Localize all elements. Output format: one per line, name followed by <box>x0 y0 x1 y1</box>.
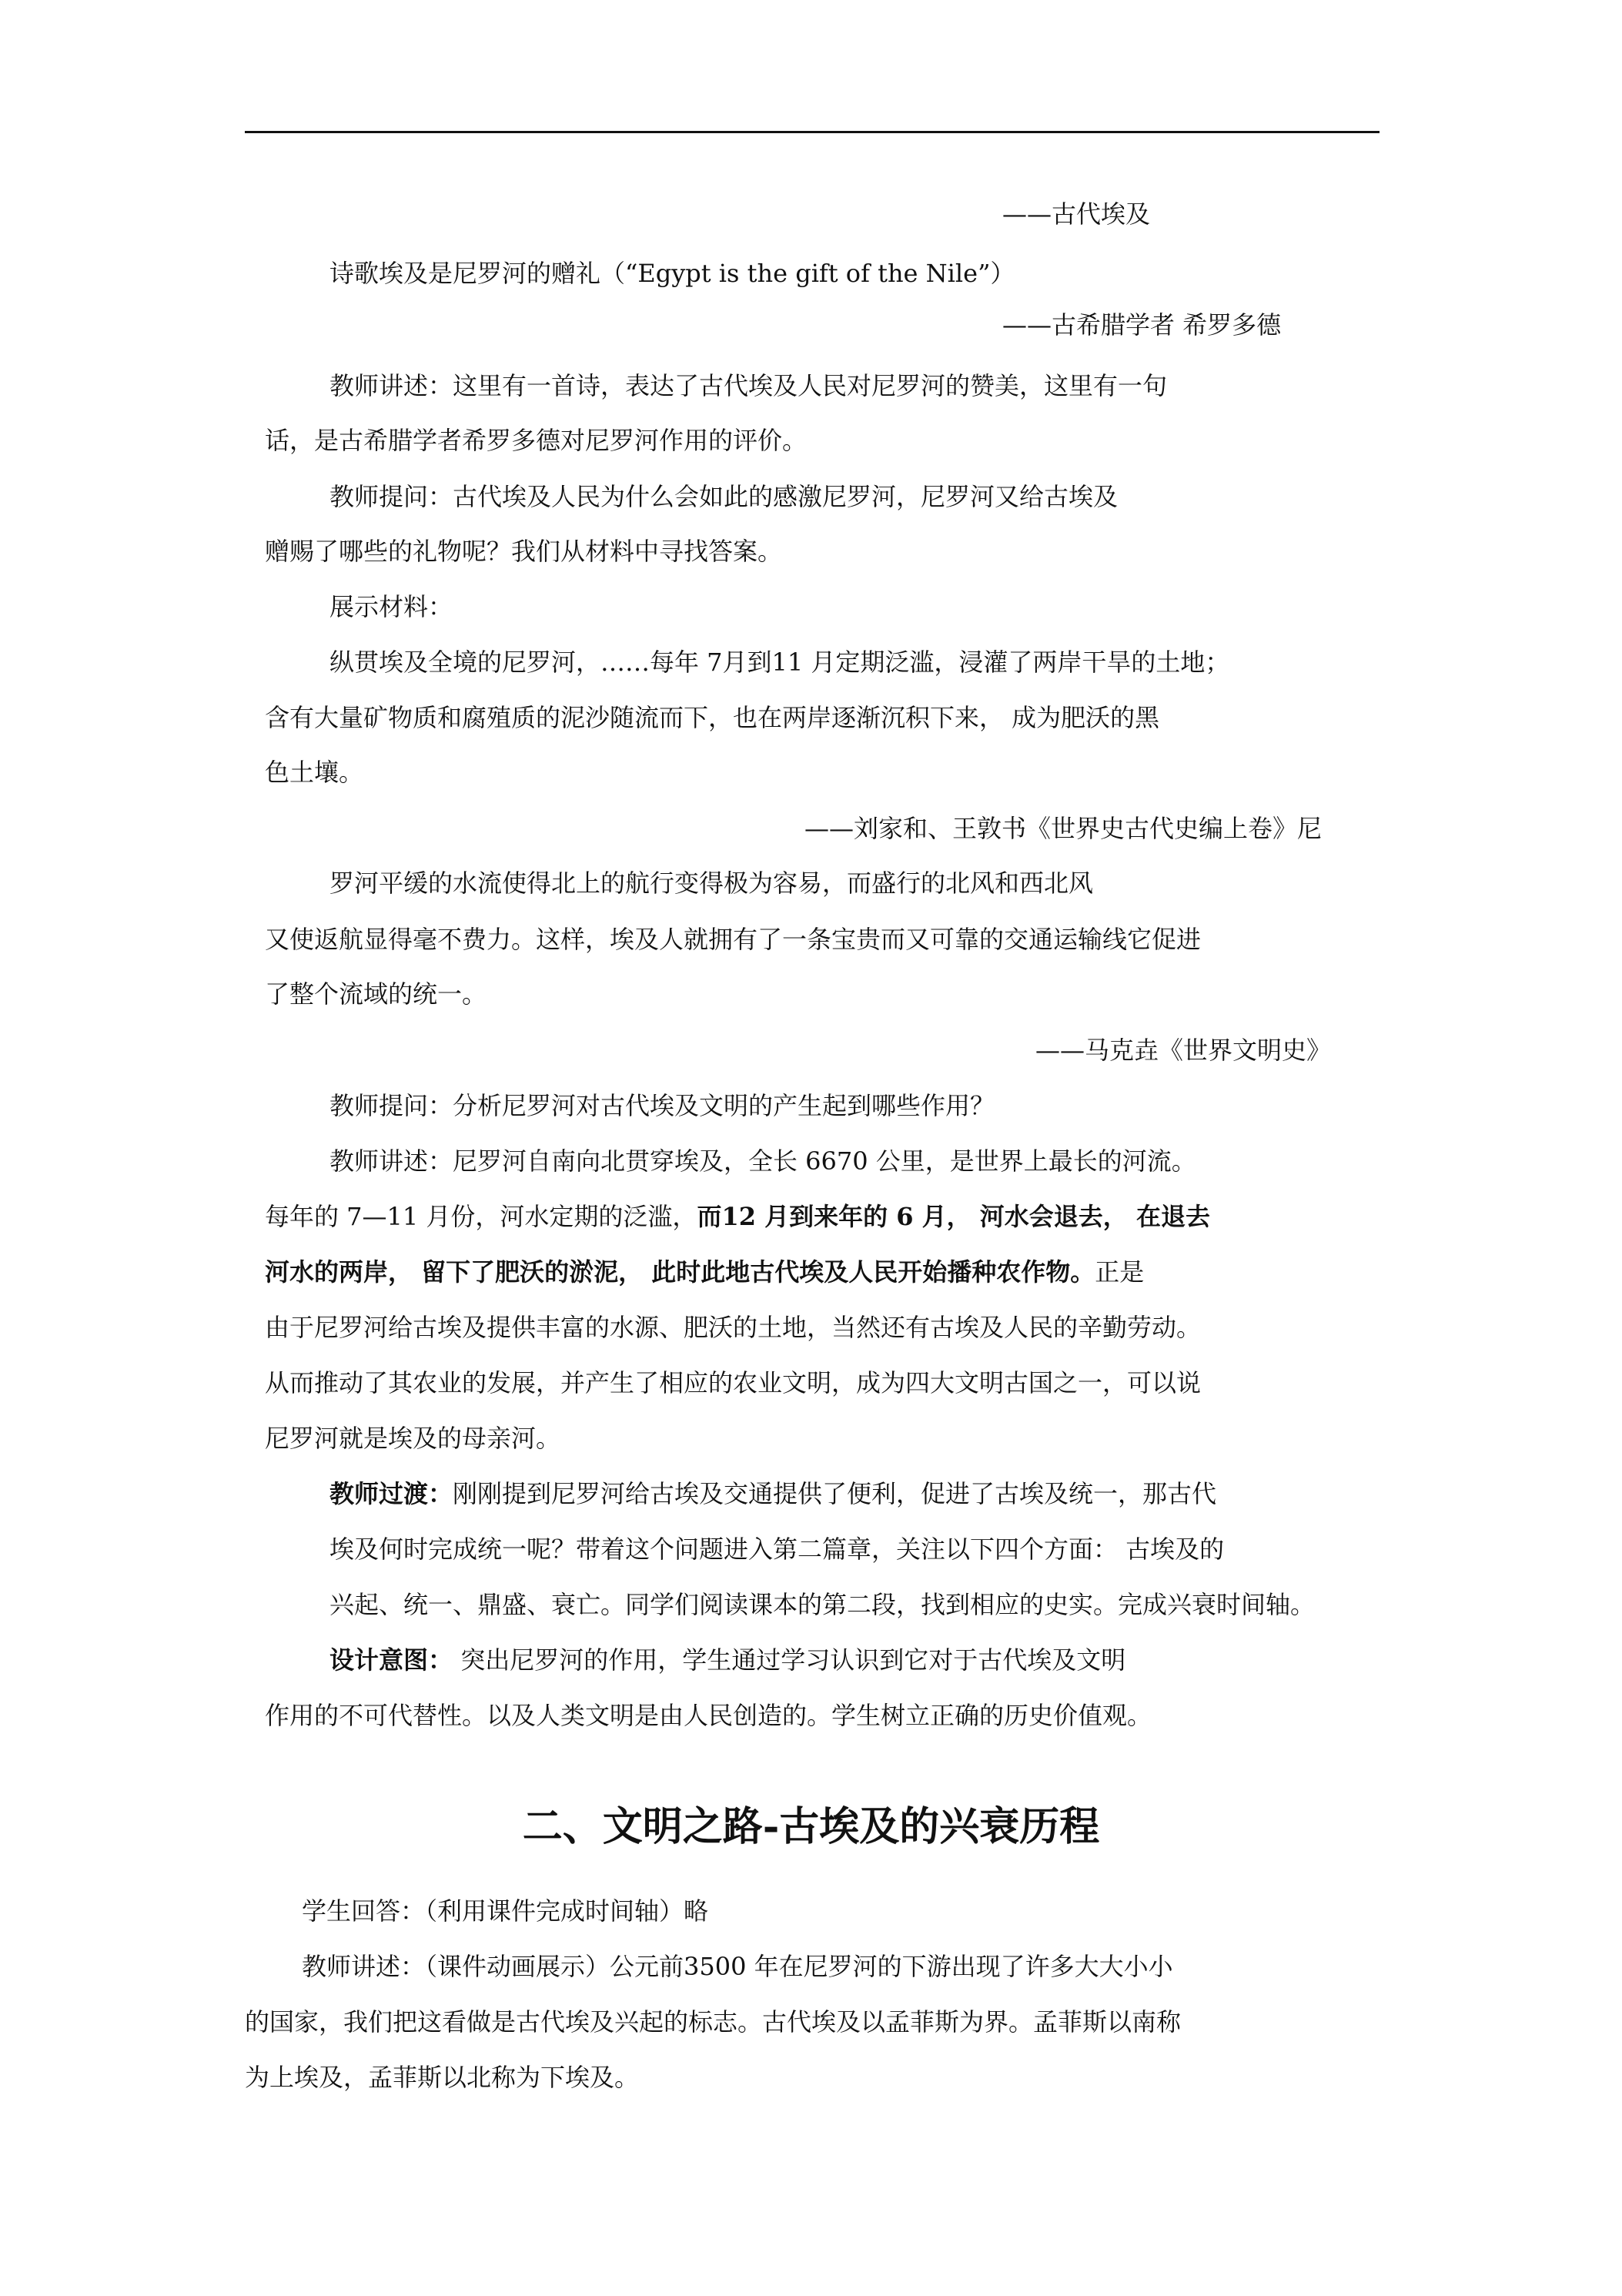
paragraph-line: 从而推动了其农业的发展，并产生了相应的农业文明，成为四大文明古国之一，可以说 <box>265 1368 1202 1397</box>
bold-text: 而12 月到来年的 6 月， 河水会退去， 在退去 <box>697 1202 1210 1231</box>
paragraph-text: 突出尼罗河的作用，学生通过学习认识到它对于古代埃及文明 <box>453 1645 1126 1675</box>
paragraph-text: 正是 <box>1095 1257 1145 1287</box>
paragraph-line: 埃及何时完成统一呢？带着这个问题进入第二篇章，关注以下四个方面： 古埃及的 <box>329 1535 1225 1564</box>
material-line: 纵贯埃及全境的尼罗河，……每年 7月到11 月定期泛滥，浸灌了两岸干旱的土地； <box>329 648 1230 677</box>
paragraph-line: 的国家，我们把这看做是古代埃及兴起的标志。古代埃及以孟菲斯为界。孟菲斯以南称 <box>245 2007 1182 2037</box>
material-attribution: ——刘家和、王敦书《世界史古代史编上卷》尼 <box>804 814 1323 843</box>
paragraph-line: 教师讲述：（课件动画展示）公元前3500 年在尼罗河的下游出现了许多大大小小 <box>302 1952 1173 1981</box>
material-line: 罗河平缓的水流使得北上的航行变得极为容易，而盛行的北风和西北风 <box>329 869 1094 898</box>
paragraph-line: 展示材料： <box>329 592 453 621</box>
paragraph-line: 为上埃及，孟菲斯以北称为下埃及。 <box>245 2063 640 2092</box>
material-attribution: ——马克垚《世界文明史》 <box>1035 1036 1332 1065</box>
paragraph-line <box>329 1478 1216 1509</box>
material-line: 了整个流域的统一。 <box>265 979 487 1009</box>
paragraph-line: 兴起、统一、鼎盛、衰亡。同学们阅读课本的第二段，找到相应的史实。完成兴衰时间轴。 <box>329 1590 1316 1619</box>
paragraph-line: 教师讲述：尼罗河自南向北贯穿埃及，全长 6670 公里，是世界上最长的河流。 <box>329 1146 1196 1176</box>
bold-label: 设计意图： <box>329 1645 453 1675</box>
paragraph-line: 学生回答：（利用课件完成时间轴）略 <box>302 1896 709 1926</box>
material-line: 色土壤。 <box>265 758 364 787</box>
paragraph-line <box>265 1257 1144 1287</box>
bold-label: 教师过渡： <box>329 1479 453 1508</box>
paragraph-line: 尼罗河就是埃及的母亲河。 <box>265 1424 561 1453</box>
paragraph-line: 话，是古希腊学者希罗多德对尼罗河作用的评价。 <box>265 426 808 455</box>
material-line: 又使返航显得毫不费力。这样，埃及人就拥有了一条宝贵而又可靠的交通运输线它促进 <box>265 925 1202 954</box>
material-line: 含有大量矿物质和腐殖质的泥沙随流而下，也在两岸逐渐沉积下来， 成为肥沃的黑 <box>265 703 1160 732</box>
paragraph-line <box>329 1645 1125 1675</box>
section-heading: 二、文明之路-古埃及的兴衰历程 <box>522 1803 1100 1850</box>
paragraph-line: 作用的不可代替性。以及人类文明是由人民创造的。学生树立正确的历史价值观。 <box>265 1701 1152 1730</box>
header-rule <box>245 131 1380 133</box>
bold-text: 河水的两岸， 留下了肥沃的淤泥， 此时此地古代埃及人民开始播种农作物。 <box>265 1257 1095 1287</box>
paragraph-text: 刚刚提到尼罗河给古埃及交通提供了便利，促进了古埃及统一，那古代 <box>453 1479 1217 1508</box>
paragraph-line: 赠赐了哪些的礼物呢？我们从材料中寻找答案。 <box>265 537 783 566</box>
paragraph-text: 每年的 7—11 月份，河水定期的泛滥， <box>265 1202 697 1231</box>
paragraph-line: 教师提问：分析尼罗河对古代埃及文明的产生起到哪些作用？ <box>329 1091 995 1120</box>
paragraph-line: 由于尼罗河给古埃及提供丰富的水源、肥沃的土地，当然还有古埃及人民的辛勤劳动。 <box>265 1313 1202 1342</box>
quote-attribution: ——古希腊学者 希罗多德 <box>1002 310 1282 340</box>
poem-attribution: ——古代埃及 <box>1002 199 1151 229</box>
paragraph-line: 教师提问：古代埃及人民为什么会如此的感激尼罗河，尼罗河又给古埃及 <box>329 482 1119 511</box>
paragraph-line <box>265 1201 1210 1232</box>
quote-line: 诗歌埃及是尼罗河的赠礼（“Egypt is the gift of the Nile”） <box>329 259 1015 288</box>
paragraph-line: 教师讲述：这里有一首诗，表达了古代埃及人民对尼罗河的赞美，这里有一句 <box>329 371 1168 400</box>
